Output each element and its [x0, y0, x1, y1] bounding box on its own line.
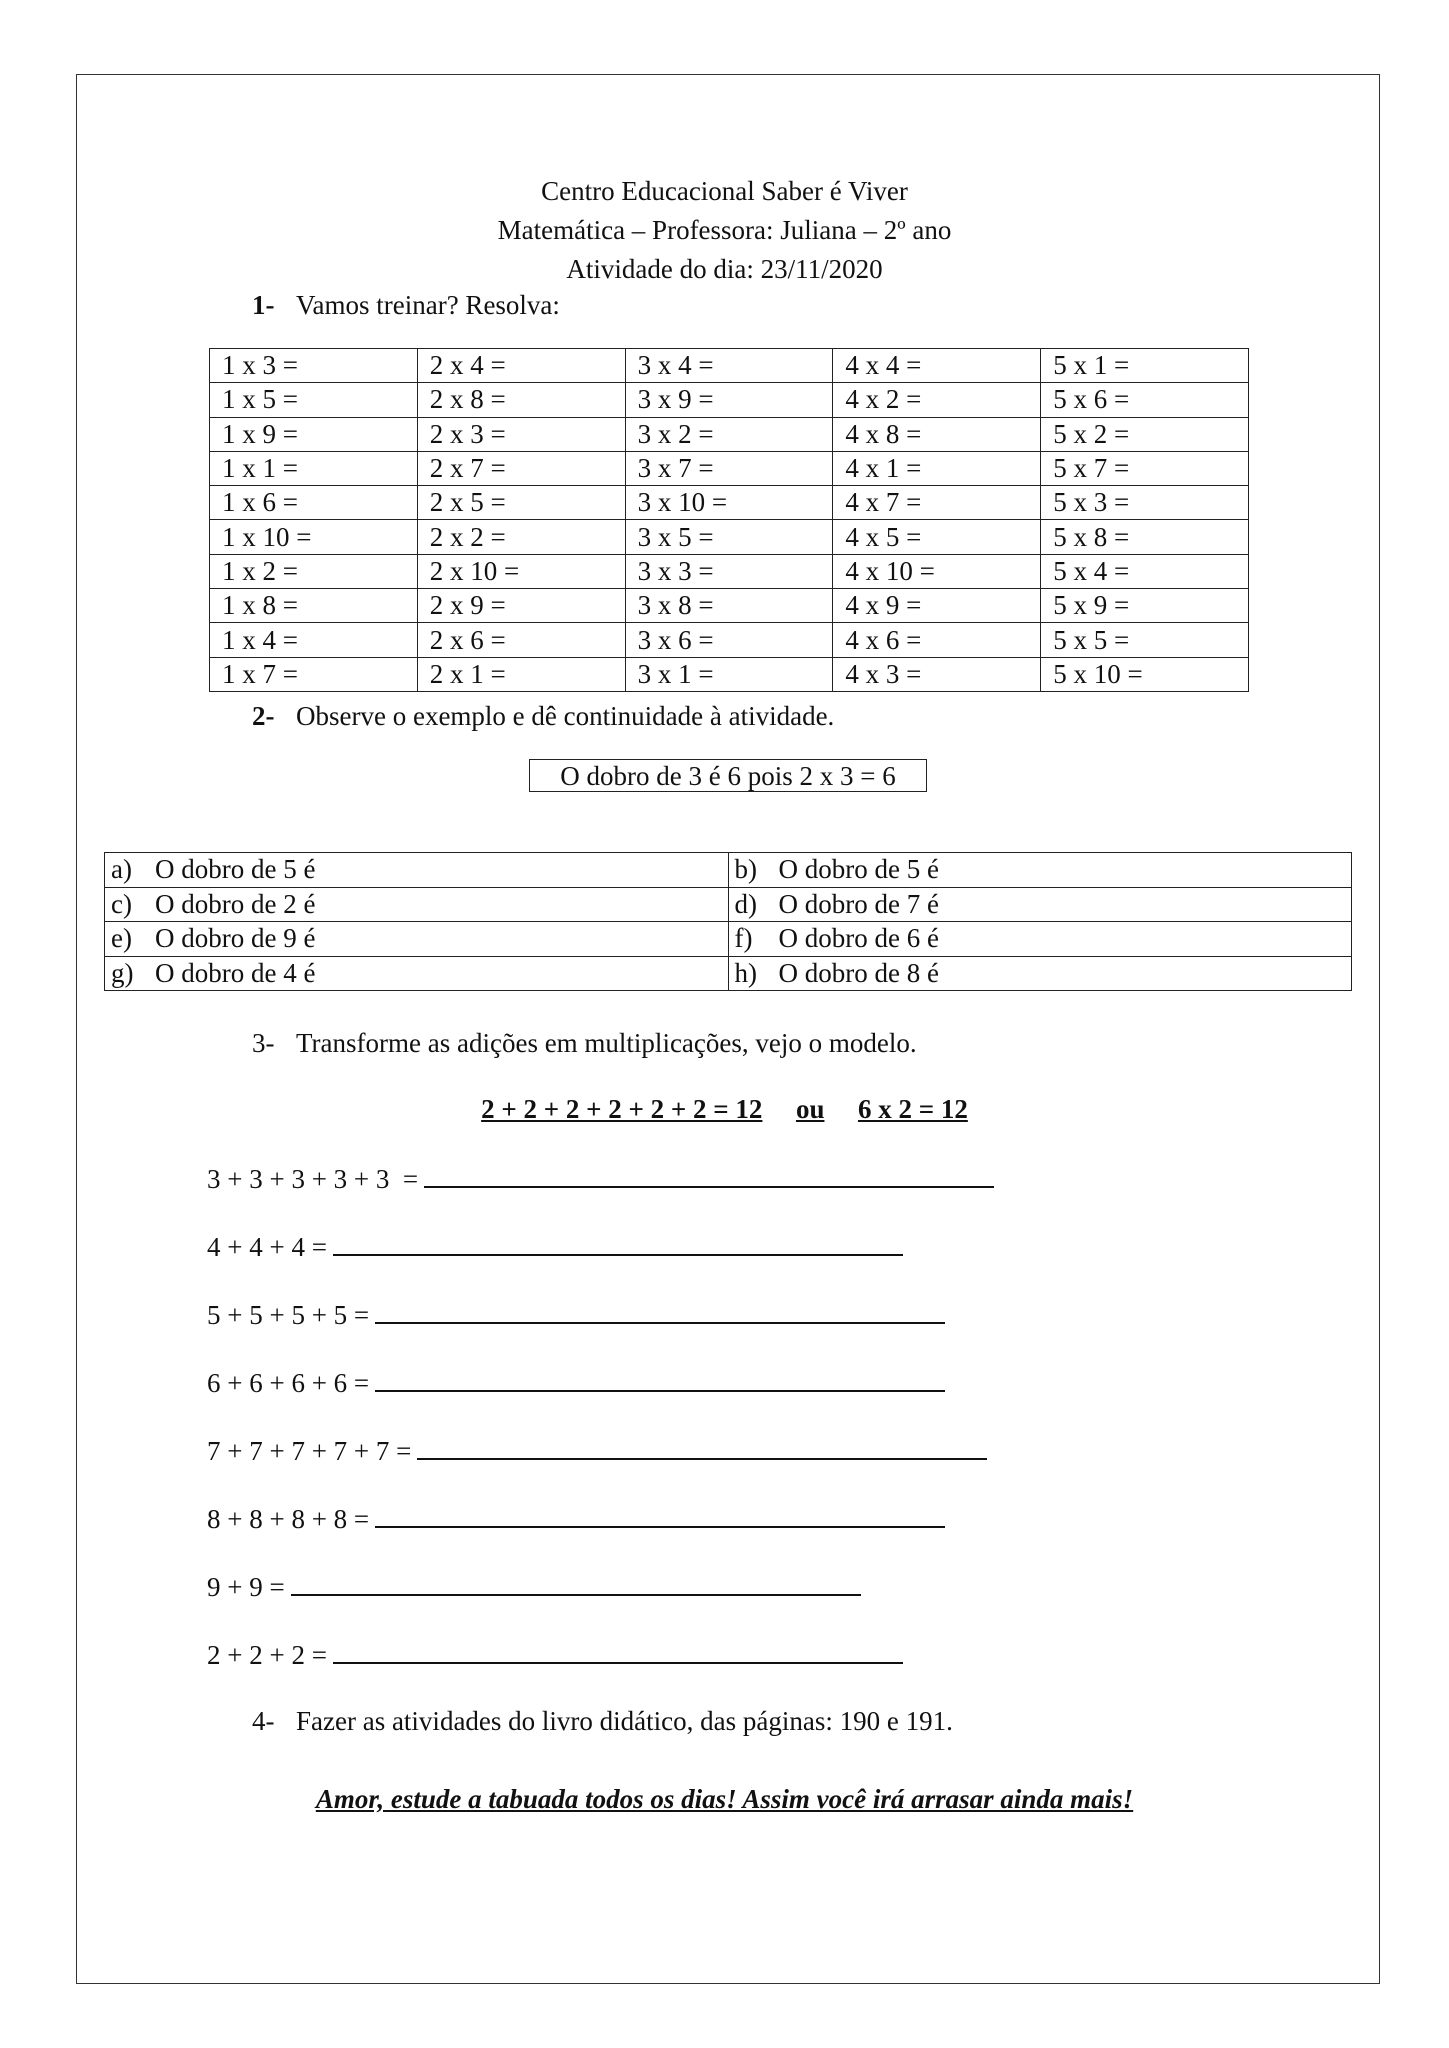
double-table: [104, 852, 1352, 991]
question-3-text: Transforme as adições em multiplicações, vejo o modelo.: [296, 1028, 917, 1058]
multiplication-cell: 2 x 3 =: [417, 417, 625, 451]
addition-expression: 5 + 5 + 5 + 5 =: [207, 1300, 370, 1330]
item-letter: e): [111, 923, 132, 954]
multiplication-cell: 3 x 8 =: [625, 589, 833, 623]
multiplication-cell: 4 x 4 =: [833, 349, 1041, 383]
example-box: O dobro de 3 é 6 pois 2 x 3 = 6: [529, 759, 927, 792]
multiplication-table: [209, 348, 1249, 692]
addition-expression: 6 + 6 + 6 + 6 =: [207, 1368, 370, 1398]
addition-exercise: [207, 1432, 987, 1467]
table-row: [210, 623, 1249, 657]
table-row: [210, 486, 1249, 520]
double-item: [728, 956, 1352, 991]
addition-exercise: [207, 1228, 903, 1263]
multiplication-cell: 4 x 5 =: [833, 520, 1041, 554]
answer-line[interactable]: [333, 1636, 903, 1664]
item-text: O dobro de 5 é: [778, 854, 939, 885]
double-item: [105, 956, 729, 991]
answer-line[interactable]: [333, 1228, 903, 1256]
item-text: O dobro de 7 é: [778, 888, 939, 919]
multiplication-cell: 1 x 7 =: [210, 657, 418, 691]
item-text: O dobro de 4 é: [155, 957, 316, 988]
multiplication-cell: 1 x 2 =: [210, 554, 418, 588]
table-row: [210, 383, 1249, 417]
question-1: [252, 290, 560, 321]
multiplication-cell: 3 x 5 =: [625, 520, 833, 554]
multiplication-cell: 1 x 10 =: [210, 520, 418, 554]
multiplication-cell: 4 x 3 =: [833, 657, 1041, 691]
addition-expression: 4 + 4 + 4 =: [207, 1232, 327, 1262]
item-text: O dobro de 2 é: [155, 888, 316, 919]
question-2: [252, 701, 834, 732]
multiplication-cell: 4 x 8 =: [833, 417, 1041, 451]
multiplication-cell: 3 x 1 =: [625, 657, 833, 691]
activity-date: Atividade do dia: 23/11/2020: [566, 254, 883, 284]
addition-exercise: [207, 1500, 945, 1535]
item-letter: d): [734, 888, 757, 919]
multiplication-cell: 3 x 3 =: [625, 554, 833, 588]
addition-exercise: [207, 1568, 861, 1603]
item-letter: c): [111, 888, 132, 919]
table-row: [105, 887, 1352, 922]
multiplication-cell: 2 x 6 =: [417, 623, 625, 657]
multiplication-cell: 1 x 9 =: [210, 417, 418, 451]
addition-expression: 9 + 9 =: [207, 1572, 285, 1602]
multiplication-cell: 5 x 6 =: [1041, 383, 1249, 417]
table-row: [105, 922, 1352, 957]
answer-line[interactable]: [375, 1500, 945, 1528]
answer-line[interactable]: [291, 1568, 861, 1596]
table-row: [210, 657, 1249, 691]
answer-line[interactable]: [424, 1160, 994, 1188]
question-3-number: 3-: [252, 1028, 275, 1058]
addition-exercise: [207, 1636, 903, 1671]
double-item: [728, 922, 1352, 957]
addition-expression: 8 + 8 + 8 + 8 =: [207, 1504, 370, 1534]
multiplication-cell: 5 x 7 =: [1041, 451, 1249, 485]
model-multiplication: 6 x 2 = 12: [857, 1094, 968, 1124]
item-text: O dobro de 8 é: [778, 957, 939, 988]
item-letter: h): [734, 957, 757, 988]
multiplication-cell: 5 x 1 =: [1041, 349, 1249, 383]
double-item: [105, 922, 729, 957]
double-item: [728, 853, 1352, 888]
item-letter: g): [111, 957, 134, 988]
multiplication-cell: 3 x 4 =: [625, 349, 833, 383]
multiplication-cell: 4 x 10 =: [833, 554, 1041, 588]
double-item: [105, 853, 729, 888]
multiplication-cell: 2 x 2 =: [417, 520, 625, 554]
model-addition: 2 + 2 + 2 + 2 + 2 + 2 = 12: [481, 1094, 763, 1124]
multiplication-cell: 2 x 7 =: [417, 451, 625, 485]
question-4: [252, 1706, 953, 1737]
multiplication-cell: 5 x 8 =: [1041, 520, 1249, 554]
question-1-number: 1-: [252, 290, 275, 320]
table-row: [210, 589, 1249, 623]
addition-expression: 3 + 3 + 3 + 3 + 3 =: [207, 1164, 419, 1194]
multiplication-cell: 4 x 2 =: [833, 383, 1041, 417]
multiplication-cell: 1 x 4 =: [210, 623, 418, 657]
multiplication-cell: 5 x 9 =: [1041, 589, 1249, 623]
multiplication-cell: 2 x 5 =: [417, 486, 625, 520]
table-row: [105, 853, 1352, 888]
multiplication-cell: 5 x 4 =: [1041, 554, 1249, 588]
multiplication-cell: 5 x 10 =: [1041, 657, 1249, 691]
question-2-number: 2-: [252, 701, 275, 731]
school-name: Centro Educacional Saber é Viver: [541, 176, 908, 206]
item-letter: f): [734, 923, 753, 954]
addition-exercise: [207, 1160, 994, 1195]
multiplication-cell: 3 x 2 =: [625, 417, 833, 451]
answer-line[interactable]: [375, 1296, 945, 1324]
multiplication-cell: 1 x 5 =: [210, 383, 418, 417]
header: [0, 172, 1449, 289]
multiplication-cell: 2 x 8 =: [417, 383, 625, 417]
multiplication-cell: 5 x 2 =: [1041, 417, 1249, 451]
multiplication-cell: 4 x 7 =: [833, 486, 1041, 520]
subject-line: Matemática – Professora: Juliana – 2º ano: [497, 215, 952, 245]
table-row: [210, 554, 1249, 588]
item-letter: b): [734, 854, 757, 885]
question-2-text: Observe o exemplo e dê continuidade à atividade.: [296, 701, 835, 731]
answer-line[interactable]: [417, 1432, 987, 1460]
multiplication-cell: 2 x 9 =: [417, 589, 625, 623]
table-row: [210, 520, 1249, 554]
multiplication-cell: 5 x 5 =: [1041, 623, 1249, 657]
multiplication-cell: 1 x 1 =: [210, 451, 418, 485]
item-text: O dobro de 9 é: [155, 923, 316, 954]
multiplication-cell: 3 x 6 =: [625, 623, 833, 657]
multiplication-cell: 3 x 10 =: [625, 486, 833, 520]
table-row: [105, 956, 1352, 991]
multiplication-cell: 5 x 3 =: [1041, 486, 1249, 520]
table-row: [210, 417, 1249, 451]
multiplication-cell: 2 x 1 =: [417, 657, 625, 691]
double-item: [728, 887, 1352, 922]
multiplication-cell: 4 x 1 =: [833, 451, 1041, 485]
multiplication-cell: 3 x 9 =: [625, 383, 833, 417]
addition-exercise: [207, 1296, 945, 1331]
addition-expression: 7 + 7 + 7 + 7 + 7 =: [207, 1436, 412, 1466]
multiplication-cell: 3 x 7 =: [625, 451, 833, 485]
answer-line[interactable]: [375, 1364, 945, 1392]
addition-expression: 2 + 2 + 2 =: [207, 1640, 327, 1670]
table-row: [210, 451, 1249, 485]
multiplication-cell: 4 x 6 =: [833, 623, 1041, 657]
multiplication-cell: 1 x 6 =: [210, 486, 418, 520]
multiplication-cell: 4 x 9 =: [833, 589, 1041, 623]
closing-message: Amor, estude a tabuada todos os dias! Assim você irá arrasar ainda mais!: [315, 1784, 1134, 1814]
multiplication-cell: 1 x 3 =: [210, 349, 418, 383]
multiplication-cell: 1 x 8 =: [210, 589, 418, 623]
item-text: O dobro de 6 é: [778, 923, 939, 954]
multiplication-cell: 2 x 10 =: [417, 554, 625, 588]
question-4-text: Fazer as atividades do livro didático, das páginas: 190 e 191.: [296, 1706, 953, 1736]
addition-exercise: [207, 1364, 945, 1399]
table-row: [210, 349, 1249, 383]
question-3: [252, 1028, 917, 1059]
item-letter: a): [111, 854, 132, 885]
question-4-number: 4-: [252, 1706, 275, 1736]
model-or: ou: [795, 1094, 825, 1124]
model-example: [0, 1094, 1449, 1125]
item-text: O dobro de 5 é: [155, 854, 316, 885]
multiplication-cell: 2 x 4 =: [417, 349, 625, 383]
question-1-text: Vamos treinar? Resolva:: [296, 290, 560, 320]
double-item: [105, 887, 729, 922]
